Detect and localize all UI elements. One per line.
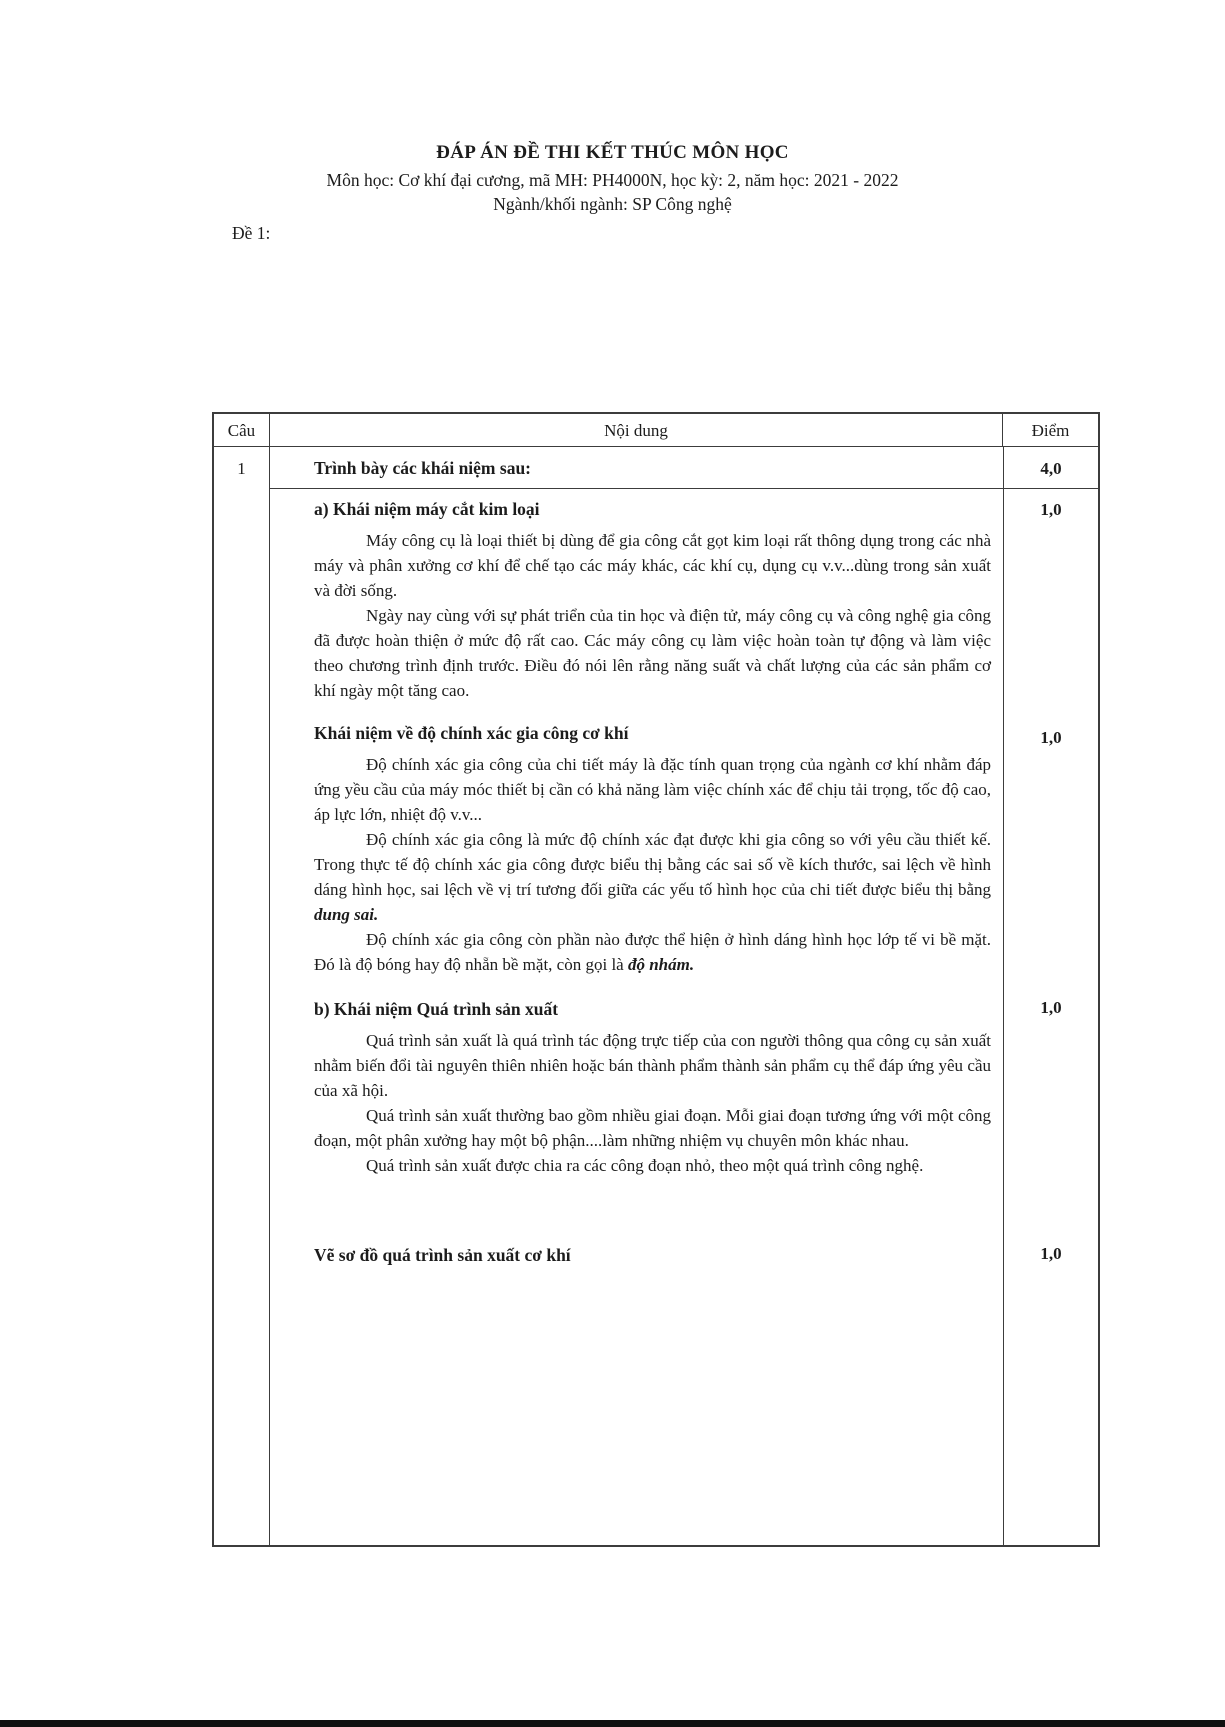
course-subtitle: Môn học: Cơ khí đại cương, mã MH: PH4000N, học kỳ: 2, năm học: 2021 - 2022 (326, 170, 899, 190)
section-a-content (270, 489, 1003, 705)
question-number-cell: 1 (214, 447, 270, 1545)
table-row (270, 981, 1098, 1227)
paragraph: Ngày nay cùng với sự phát triển của tin học và điện tử, máy công cụ và công nghệ gia công đã được hoàn thiện ở mức độ rất cao. Các máy công cụ làm việc hoàn toàn tự động và làm việc theo chương trình định trước. Điều đó nói lên rằng năng suất và chất lượng của các sản phẩm cơ khí ngày một tăng cao. (314, 606, 991, 700)
section-diagram-heading: Vẽ sơ đồ quá trình sản xuất cơ khí (314, 1245, 571, 1265)
table-body (214, 447, 1098, 1545)
points-cell: 1,0 (1003, 489, 1098, 705)
table-row (270, 1227, 1098, 1545)
table-row (270, 447, 1098, 489)
table-row (270, 705, 1098, 981)
points-cell: 1,0 (1003, 981, 1098, 1227)
answer-key-table (212, 412, 1100, 1547)
paragraph: Độ chính xác gia công còn phần nào được thể hiện ở hình dáng hình học lớp tế vi bề mặt. Đó là độ bóng hay độ nhẵn bề mặt, còn gọi là độ nhám. (314, 930, 991, 974)
paragraph: Quá trình sản xuất được chia ra các công đoạn nhỏ, theo một quá trình công nghệ. (366, 1156, 924, 1175)
paragraph: Độ chính xác gia công của chi tiết máy là đặc tính quan trọng của ngành cơ khí nhằm đáp ứng yều cầu của máy móc thiết bị cần có khả năng làm việc chính xác để chịu tải trọng, tốc độ cao, áp lực lớn, nhiệt độ v.v... (314, 755, 991, 824)
major-subtitle: Ngành/khối ngành: SP Công nghệ (493, 194, 732, 214)
points-cell: 1,0 (1003, 705, 1098, 981)
paragraph: Máy công cụ là loại thiết bị dùng để gia công cắt gọt kim loại rất thông dụng trong các nhà máy và phân xưởng cơ khí để chế tạo các máy khác, các khí cụ, dụng cụ v.v...dùng trong sản xuất và đời sống. (314, 531, 991, 600)
section-accuracy-heading: Khái niệm về độ chính xác gia công cơ khí (314, 723, 629, 743)
points-cell: 4,0 (1003, 447, 1098, 488)
points-cell: 1,0 (1003, 1227, 1098, 1545)
section-diagram-content (270, 1227, 1003, 1545)
scan-bottom-edge (0, 1720, 1225, 1727)
emphasis-do-nham: độ nhám. (627, 955, 695, 974)
exam-variant-label: Đề 1: (232, 223, 271, 243)
paragraph: Quá trình sản xuất thường bao gồm nhiều giai đoạn. Mỗi giai đoạn tương ứng với một công đoạn, một phân xưởng hay một bộ phận....làm những nhiệm vụ chuyên môn khác nhau. (314, 1106, 991, 1150)
section-a-heading: a) Khái niệm máy cắt kim loại (314, 499, 540, 519)
paragraph: Độ chính xác gia công là mức độ chính xác đạt được khi gia công so với yêu cầu thiết kế. Trong thực tế độ chính xác gia công được biểu thị bằng các sai số về kích thước, sai lệch về hình dáng hình học, sai lệch về vị trí tương đối giữa các yếu tố hình học của chi tiết được biểu thị bằng dung sai. (314, 830, 991, 924)
table-header-row (214, 414, 1098, 447)
section-b-heading: b) Khái niệm Quá trình sản xuất (314, 999, 559, 1019)
section-b-content (270, 981, 1003, 1227)
header-noi-dung: Nội dung (270, 414, 1003, 446)
question-intro-heading: Trình bày các khái niệm sau: (314, 458, 531, 478)
document-page (0, 142, 1225, 1727)
document-title: ĐÁP ÁN ĐỀ THI KẾT THÚC MÔN HỌC (436, 142, 789, 163)
section-accuracy-content (270, 705, 1003, 981)
paragraph: Quá trình sản xuất là quá trình tác động trực tiếp của con người thông qua công cụ sản xuất nhằm biến đổi tài nguyên thiên nhiên hoặc bán thành phẩm thành sản phẩm cụ thể đáp ứng yêu cầu của xã hội. (314, 1031, 991, 1100)
header-diem: Điểm (1031, 420, 1070, 440)
content-column (270, 447, 1098, 1545)
table-row (270, 489, 1098, 705)
emphasis-dung-sai: dung sai. (314, 905, 379, 924)
header-cau: Câu (214, 414, 270, 446)
